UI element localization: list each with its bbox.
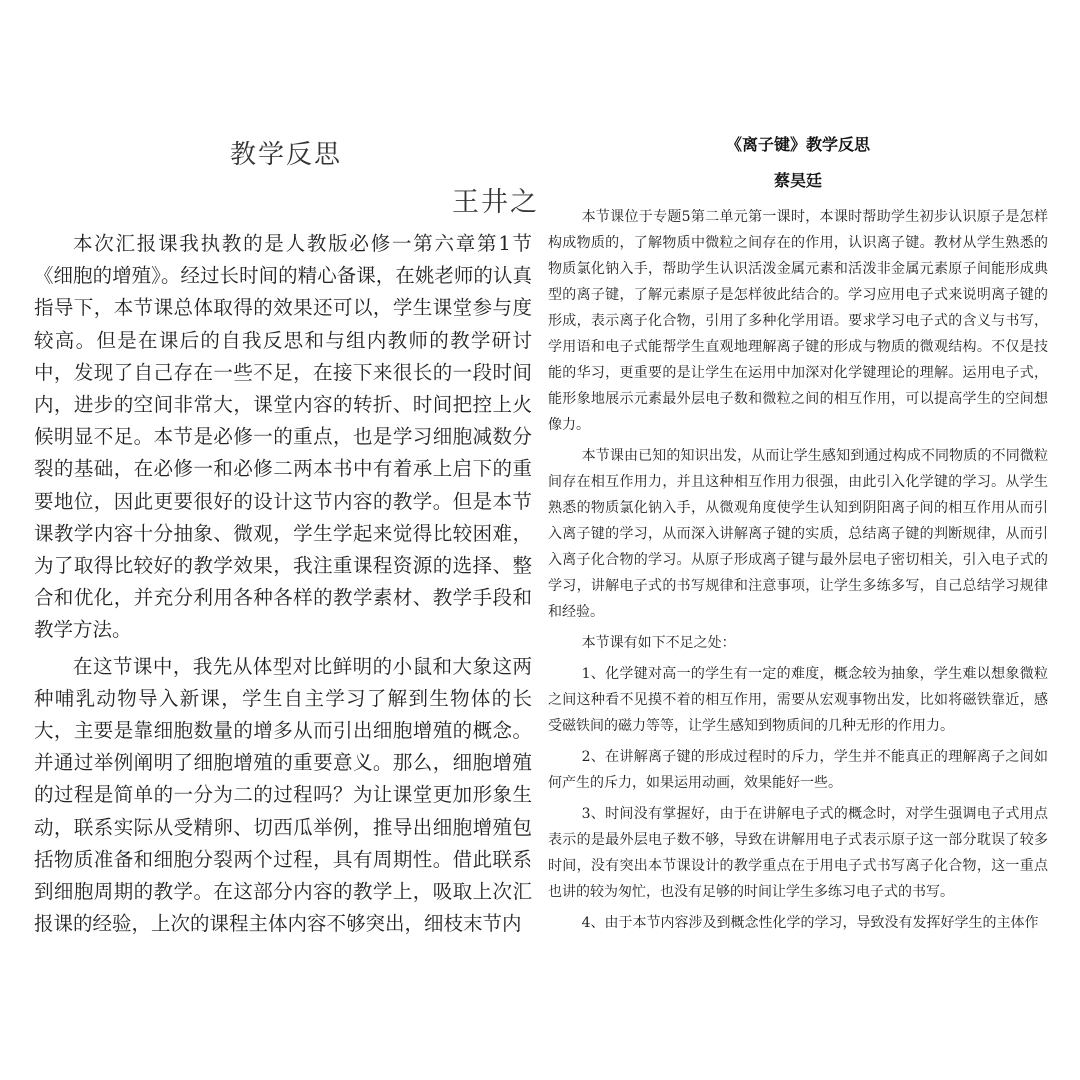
right-paragraph: 4、由于本节内容涉及到概念性化学的学习，导致没有发挥好学生的主体作 [581, 915, 1039, 931]
right-document-title: 《离子键》教学反思 [725, 135, 870, 154]
left-document-body [34, 228, 532, 940]
right-paragraph: 本节课位于专题5第二单元第一课时，本课时帮助学生初步认识原子是怎样构成物质的，了解物质中微粒之间存在的作用，认识离子键。教材从学生熟悉的物质氯化钠入手，帮助学生认识活泼金属元素和活泼非金属元素原子间能形成典型的离子键，了解元素原子是怎样彼此结合的。学习应用电子式来说明离子键的形成，表示离子化合物，引用了多种化学用语。要求学习电子式的含义与书写，学用语和电子式能帮学生直观地理解离子键的形成与物质的微观结构。不仅是技能的华习，更重要的是让学生在运用中加深对化学键理论的理解。运用电子式，能形象地展示元素最外层电子数和微粒之间的相互作用，可以提高学生的空间想像力。 [548, 209, 1048, 433]
right-paragraph: 本节课由已知的知识出发，从而让学生感知到通过构成不同物质的不同微粒间存在相互作用力，并且这种相互作用力很强，由此引入化学键的学习。从学生熟悉的物质氯化钠入手，从微观角度使学生认知到阴阳离子间的相互作用从而引入离子键的学习，从而深入讲解离子键的实质，总结离子键的判断规律，从而引入离子化合物的学习。从原子形成离子键与最外层电子密切相关，引入电子式的学习，讲解电子式的书写规律和注意事项，让学生多练多写，自己总结学习规律和经验。 [548, 448, 1048, 620]
left-document-title: 教学反思 [230, 140, 343, 170]
right-document-body [548, 204, 1048, 936]
right-paragraph: 本节课有如下不足之处： [581, 635, 736, 651]
left-paragraph: 在这节课中，我先从体型对比鲜明的小鼠和大象这两种哺乳动物导入新课，学生自主学习了解到生物体的长大，主要是靠细胞数量的增多从而引出细胞增殖的概念。并通过举例阐明了细胞增殖的重要意义。那么，细胞增殖的过程是简单的一分为二的过程吗？为让课堂更加形象生动，联系实际从受精卵、切西瓜举例，推导出细胞增殖包括物质准备和细胞分裂两个过程，具有周期性。借此联系到细胞周期的教学。在这部分内容的教学上，吸取上次汇报课的经验，上次的课程主体内容不够突出，细枝末节内 [34, 654, 532, 936]
right-document-author: 蔡昊廷 [773, 171, 822, 190]
right-paragraph: 1、化学键对高一的学生有一定的难度，概念较为抽象，学生难以想象微粒之间这种看不见摸不着的相互作用，需要从宏观事物出发，比如将磁铁靠近，感受磁铁间的磁力等等，让学生感知到物质间的几种无形的作用力。 [548, 666, 1048, 734]
left-document-author: 王井之 [452, 187, 539, 218]
right-paragraph: 3、时间没有掌握好，由于在讲解电子式的概念时，对学生强调电子式用点表示的是最外层电子数不够，导致在讲解用电子式表示原子这一部分耽误了较多时间，没有突出本节课设计的教学重点在于用电子式书写离子化合物，这一重点也讲的较为匆忙，也没有足够的时间让学生多练习电子式的书写。 [548, 806, 1048, 900]
right-paragraph: 2、在讲解离子键的形成过程时的斥力，学生并不能真正的理解离子之间如何产生的斥力，如果运用动画，效果能好一些。 [548, 749, 1048, 791]
left-paragraph: 本次汇报课我执教的是人教版必修一第六章第1节《细胞的增殖》。经过长时间的精心备课，在姚老师的认真指导下，本节课总体取得的效果还可以，学生课堂参与度较高。但是在课后的自我反思和与组内教师的教学研讨中，发现了自己存在一些不足，在接下来很长的一段时间内，进步的空间非常大，课堂内容的转折、时间把控上火候明显不足。本节是必修一的重点，也是学习细胞减数分裂的基础，在必修一和必修二两本书中有着承上启下的重要地位，因此更要很好的设计这节内容的教学。但是本节课教学内容十分抽象、微观，学生学起来觉得比较困难，为了取得比较好的教学效果，我注重课程资源的选择、整合和优化，并充分利用各种各样的教学素材、教学手段和教学方法。 [34, 232, 532, 642]
